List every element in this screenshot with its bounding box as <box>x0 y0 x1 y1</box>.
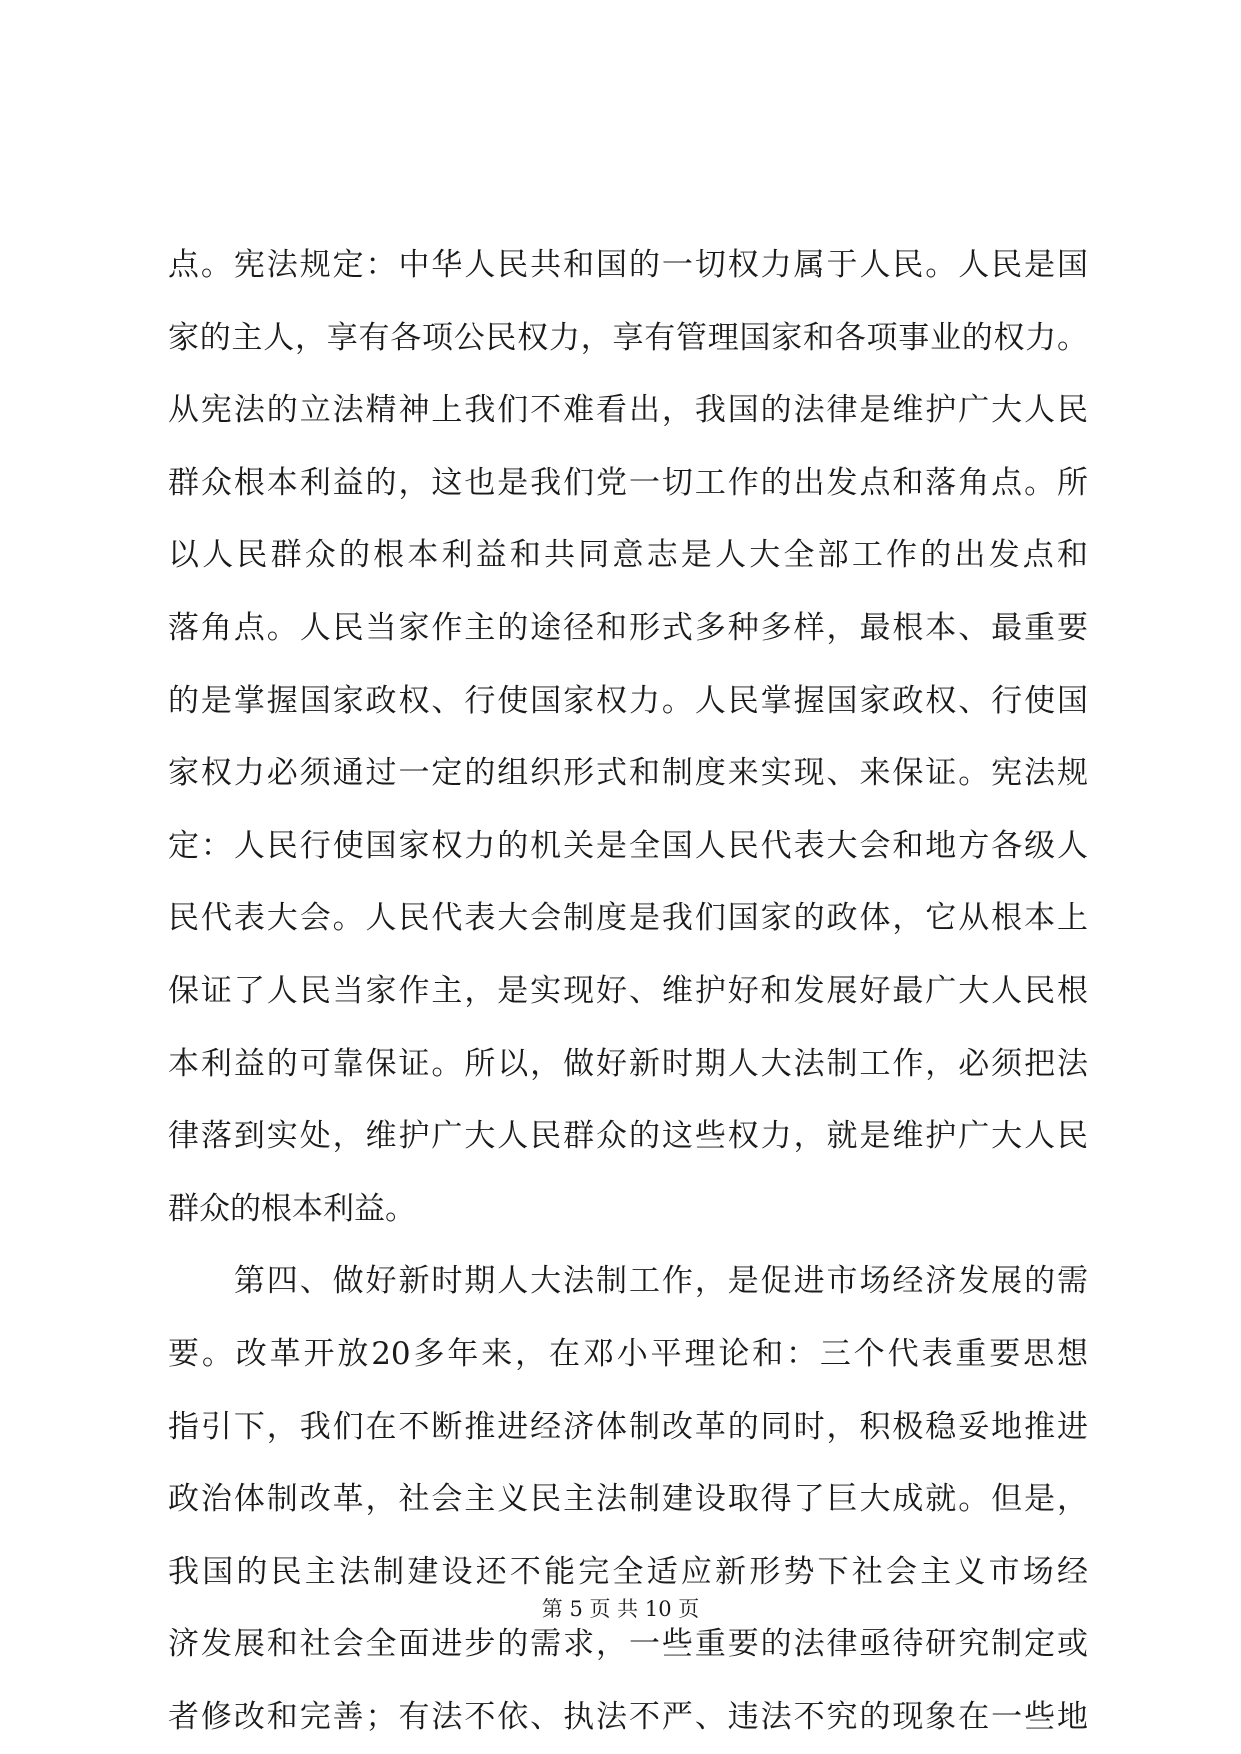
body-text <box>168 229 1088 1753</box>
text-line: 家权力必须通过一定的组织形式和制度来实现、来保证。宪法规 <box>168 755 1088 792</box>
text-line: 定：人民行使国家权力的机关是全国人民代表大会和地方各级人 <box>168 827 1088 864</box>
text-line: 落角点。人民当家作主的途径和形式多种多样，最根本、最重要 <box>168 609 1088 646</box>
text-line: 保证了人民当家作主，是实现好、维护好和发展好最广大人民根 <box>168 972 1088 1009</box>
paragraph-start-line: 第四、做好新时期人大法制工作，是促进市场经济发展的需 <box>168 1263 1088 1300</box>
text-line: 我国的民主法制建设还不能完全适应新形势下社会主义市场经 <box>168 1553 1088 1590</box>
text-line: 要。改革开放20多年来，在邓小平理论和：三个代表重要思想 <box>168 1335 1088 1372</box>
text-line: 者修改和完善；有法不依、执法不严、违法不究的现象在一些地 <box>168 1698 1088 1735</box>
text-line: 本利益的可靠保证。所以，做好新时期人大法制工作，必须把法 <box>168 1045 1088 1082</box>
text-line: 的是掌握国家政权、行使国家权力。人民掌握国家政权、行使国 <box>168 682 1088 719</box>
text-line: 律落到实处，维护广大人民群众的这些权力，就是维护广大人民 <box>168 1118 1088 1155</box>
text-line: 从宪法的立法精神上我们不难看出，我国的法律是维护广大人民 <box>168 392 1088 429</box>
text-line: 群众根本利益的，这也是我们党一切工作的出发点和落角点。所 <box>168 464 1088 501</box>
text-line: 以人民群众的根本利益和共同意志是人大全部工作的出发点和 <box>168 537 1088 574</box>
text-line: 指引下，我们在不断推进经济体制改革的同时，积极稳妥地推进 <box>168 1408 1088 1445</box>
text-line: 家的主人，享有各项公民权力，享有管理国家和各项事业的权力。 <box>168 319 1088 356</box>
text-line: 民代表大会。人民代表大会制度是我们国家的政体，它从根本上 <box>168 900 1088 937</box>
text-line: 政治体制改革，社会主义民主法制建设取得了巨大成就。但是， <box>168 1481 1088 1518</box>
page-number-footer: 第 5 页 共 10 页 <box>541 1597 700 1621</box>
text-line: 点。宪法规定：中华人民共和国的一切权力属于人民。人民是国 <box>168 247 1088 283</box>
text-line: 群众的根本利益。 <box>168 1190 416 1227</box>
text-line: 济发展和社会全面进步的需求，一些重要的法律亟待研究制定或 <box>168 1626 1088 1663</box>
